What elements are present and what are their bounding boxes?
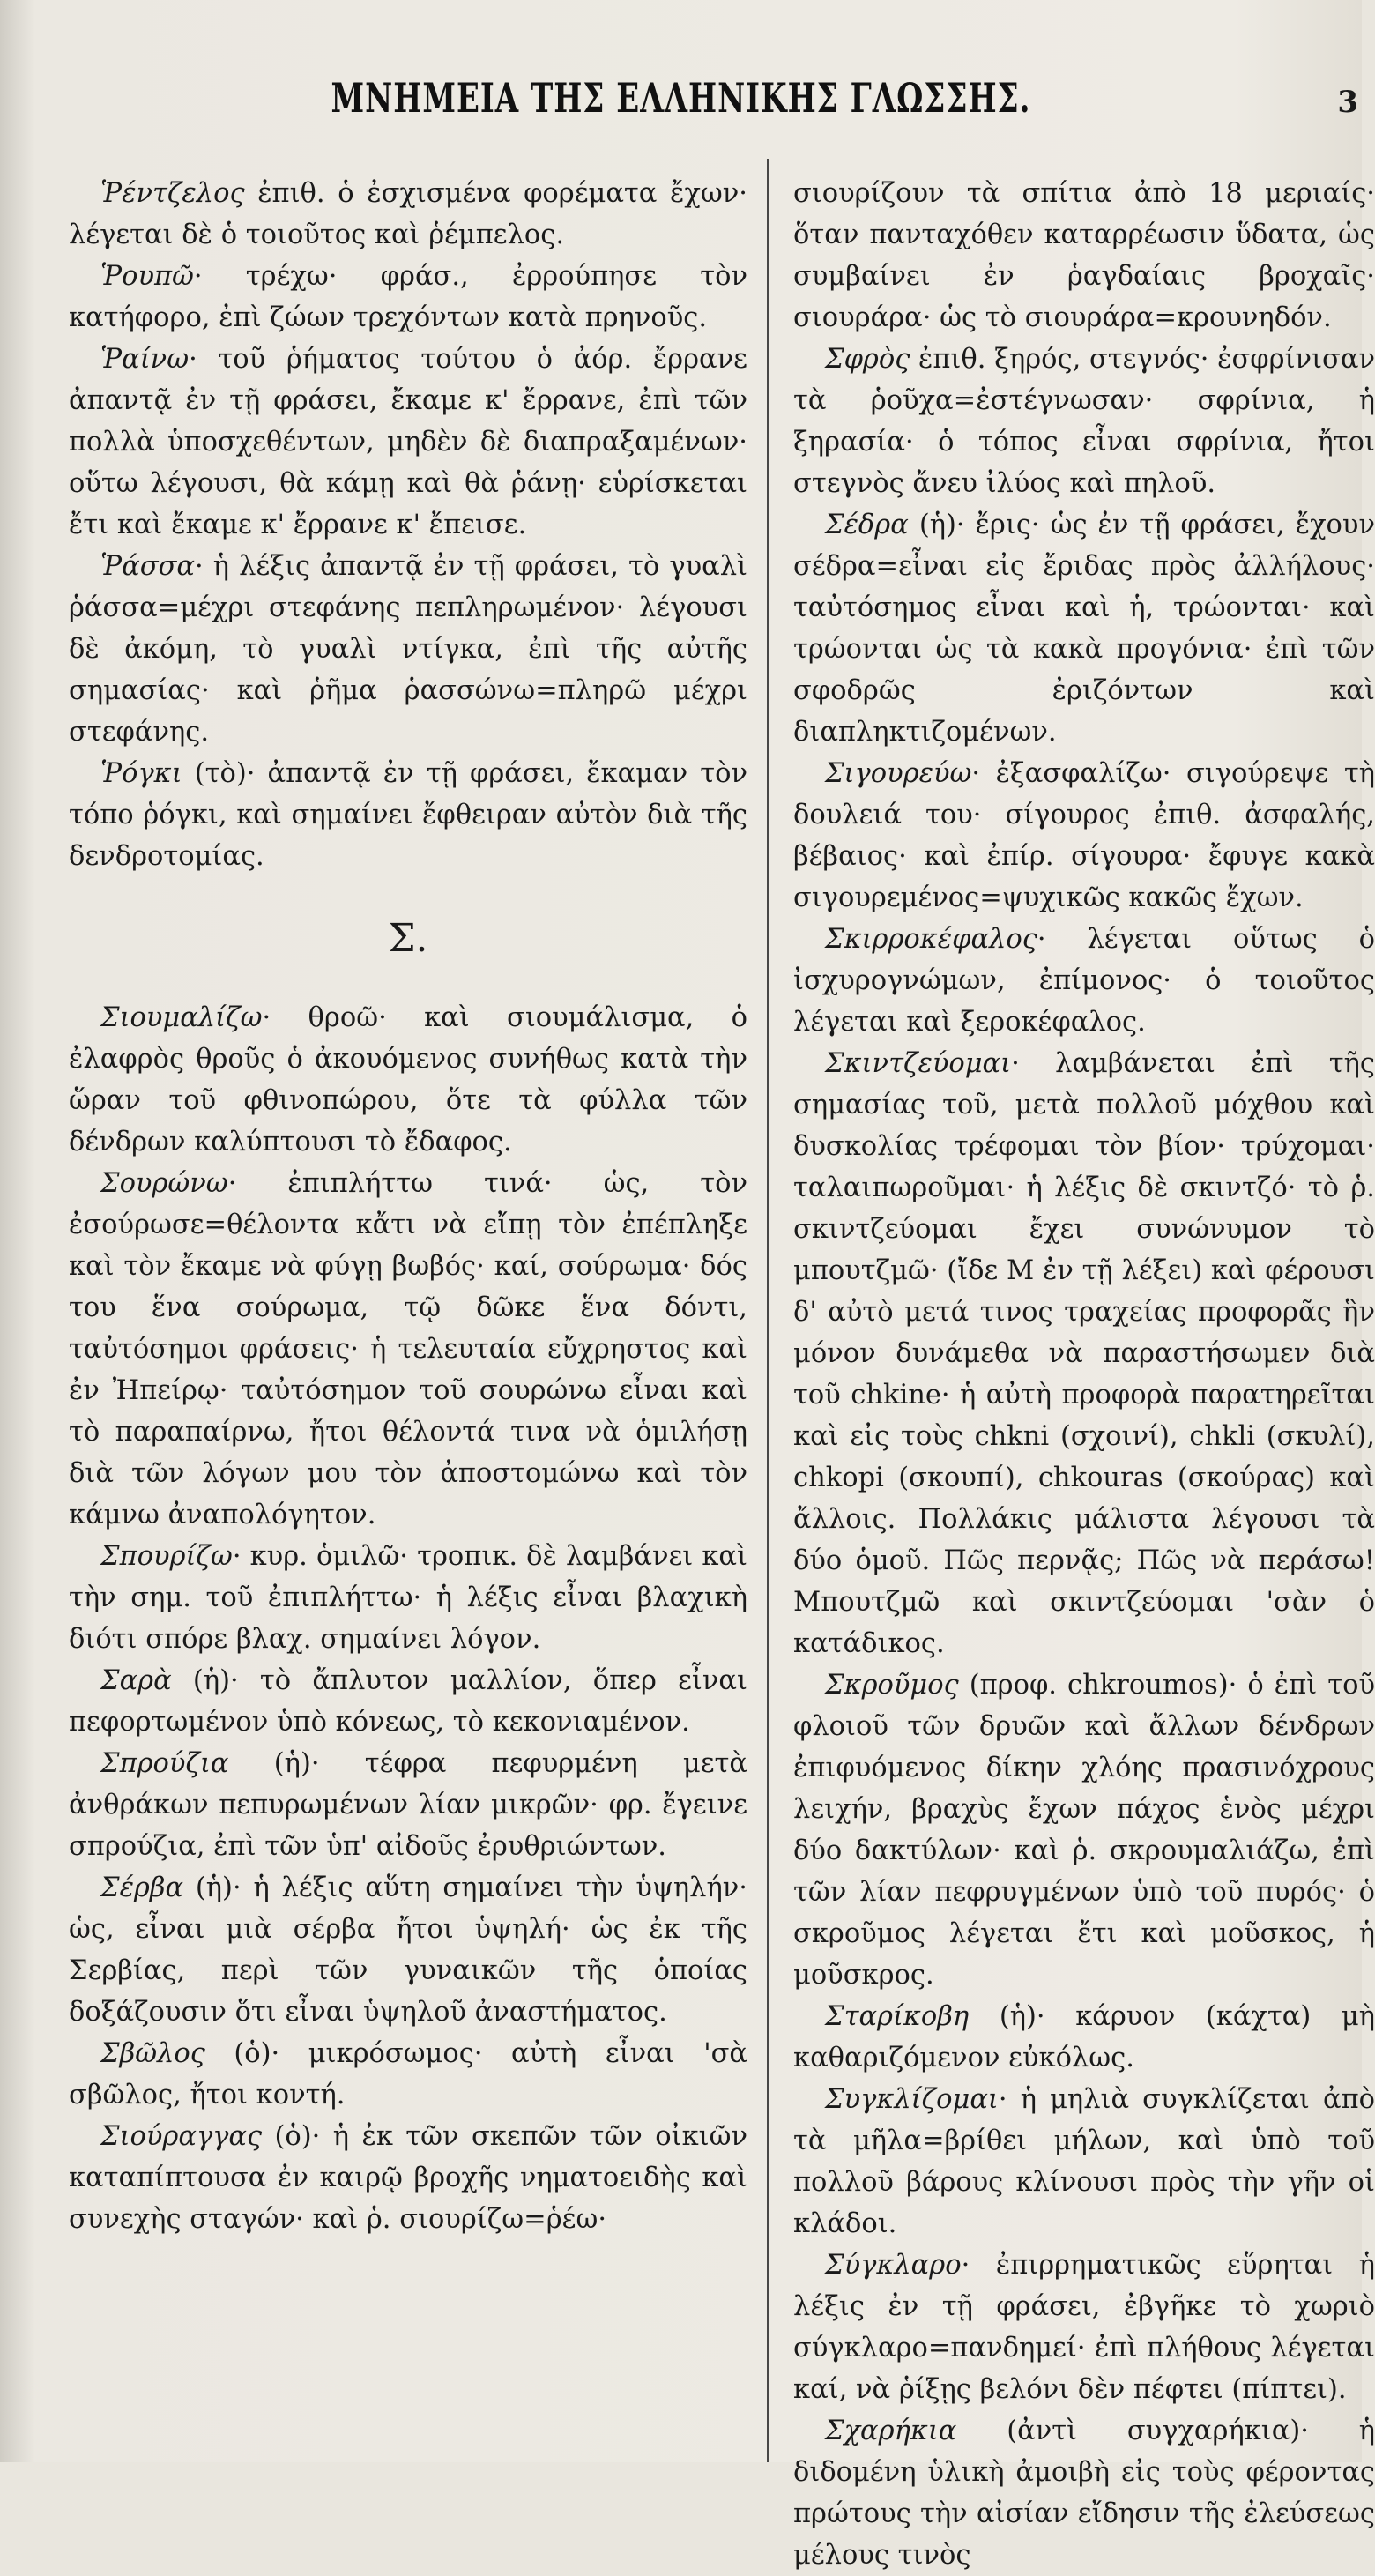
entry-headword: Σκροῦμος: [825, 1670, 959, 1701]
entry-headword: Σέδρα: [825, 510, 909, 540]
entry-definition: · κυρ. ὁμιλῶ· τροπικ. δὲ λαμβάνει καὶ τὴν σημ. τοῦ ἐπιπλήττω· ἡ λέξις εἶναι βλαχικὴ διότι σπόρε βλαχ. σημαίνει λόγον.: [69, 1541, 747, 1655]
dictionary-entry: [793, 753, 1375, 919]
dictionary-entry: [793, 339, 1375, 504]
entry-headword: Σταρίκοβη: [825, 2001, 970, 2032]
entry-definition: (ἡ)· τὸ ἄπλυτον μαλλίον, ὅπερ εἶναι πεφορτωμένον ὑπὸ κόνεως, τὸ κεκονιαμένον.: [69, 1665, 747, 1738]
entry-definition: · ἡ λέξις ἀπαντᾷ ἐν τῇ φράσει, τὸ γυαλὶ ῥάσσα=μέχρι στεφάνης πεπληρωμένον· λέγουσι δὲ ἀκόμη, τὸ γυαλὶ ντίγκα, ἐπὶ τῆς αὐτῆς σημασίας· καὶ ῥῆμα ῥασσώνω=πληρῶ μέχρι στεφάνης.: [69, 551, 747, 748]
entry-definition: (προφ. chkroumos)· ὁ ἐπὶ τοῦ φλοιοῦ τῶν δρυῶν καὶ ἄλλων δένδρων ἐπιφυόμενος δίκην χλόης πρασινόχρους λειχήν, βραχὺς ἔχων πάχος ἑνὸς μέχρι δύο δακτύλων· καὶ ῥ. σκρουμαλιάζω, ἐπὶ τῶν λίαν πεφρυγμένων ὑπὸ τοῦ πυρός· ὁ σκροῦμος λέγεται ἔτι καὶ μοῦσκος, ἡ μοῦσκρος.: [793, 1670, 1375, 1991]
dictionary-entry: [793, 2079, 1375, 2245]
entry-headword: Σύγκλαρο: [825, 2250, 962, 2281]
dictionary-entry: [793, 1043, 1375, 1664]
entry-headword: Σαρὰ: [100, 1665, 172, 1696]
dictionary-entry: [69, 1867, 747, 2033]
dictionary-entry: [69, 2033, 747, 2116]
entry-headword: Συγκλίζομαι: [825, 2084, 999, 2115]
entry-headword: Ῥαίνω: [100, 344, 190, 375]
right-column: [793, 173, 1375, 2576]
entry-definition: · λαμβάνεται ἐπὶ τῆς σημασίας τοῦ, μετὰ πολλοῦ μόχθου καὶ δυσκολίας τρέφομαι τὸν βίον· τρύχομαι· ταλαιπωροῦμαι· ἡ λέξις δὲ σκιντζό· τὸ ῥ. σκιντζεύομαι ἔχει συνώνυμον τὸ μπουτζμῶ· (ἴδε Μ ἐν τῇ λέξει) καὶ φέρουσι δ' αὐτὸ μετά τινος τραχείας προφορᾶς ἣν μόνον δυνάμεθα νὰ παραστήσωμεν διὰ τοῦ chkine· ἡ αὐτὴ προφορὰ παρατηρεῖται καὶ εἰς τοὺς chkni (σχοινί), chkli (σκυλί), chkopi (σκουπί), chkouras (σκούρας) καὶ ἄλλοις. Πολλάκις μάλιστα λέγουσι τὰ δύο ὁμοῦ. Πῶς περνᾷς; Πῶς νὰ περάσω! Μπουτζμῶ καὶ σκιντζεύομαι 'σὰν ὁ κατάδικος.: [793, 1048, 1375, 1659]
right-entries: [793, 173, 1375, 2576]
entry-headword: Σπρούζια: [100, 1748, 229, 1779]
dictionary-entry: [69, 546, 747, 753]
entry-definition: (ἡ)· ἡ λέξις αὕτη σημαίνει τὴν ὑψηλήν· ὡς, εἶναι μιὰ σέρβα ἤτοι ὑψηλή· ὡς ἐκ τῆς Σερβίας, περὶ τῶν γυναικῶν τῆς ὁποίας δοξάζουσιν ὅτι εἶναι ὑψηλοῦ ἀναστήματος.: [69, 1872, 747, 2028]
entry-definition: · ἐπιπλήττω τινά· ὡς, τὸν ἐσούρωσε=θέλοντα κἄτι νὰ εἴπῃ τὸν ἐπέπληξε καὶ τὸν ἔκαμε νὰ φύγῃ βωβός· καί, σούρωμα· δός του ἕνα σούρωμα, τῷ δῶκε ἕνα δόντι, ταὐτόσημοι φράσεις· ἡ τελευταία εὔχρηστος καὶ ἐν Ἠπείρῳ· ταὐτόσημον τοῦ σουρώνω εἶναι καὶ τὸ παραπαίρνω, ἤτοι θέλοντά τινα νὰ ὁμιλήσῃ διὰ τῶν λόγων μου τὸν ἀποστομώνω καὶ τὸν κάμνω ἀναπολόγητον.: [69, 1168, 747, 1530]
entry-headword: Ῥάσσα: [100, 551, 195, 582]
entry-headword: Σκιρροκέφαλος: [825, 924, 1037, 955]
entry-definition: (ἀντὶ συγχαρήκια)· ἡ διδομένη ὑλικὴ ἀμοιβὴ εἰς τοὺς φέροντας πρώτους τὴν αἰσίαν εἴδησιν τῆς ἐλεύσεως μέλους τινὸς: [793, 2416, 1375, 2571]
dictionary-entry: [793, 504, 1375, 753]
dictionary-entry: [69, 1536, 747, 1660]
entry-definition: · θροῶ· καὶ σιουμάλισμα, ὁ ἐλαφρὸς θροῦς ὁ ἀκουόμενος συνήθως κατὰ τὴν ὥραν τοῦ φθινοπώρου, ὅτε τὰ φύλλα τῶν δένδρων καλύπτουσι τὸ ἔδαφος.: [69, 1002, 747, 1158]
page-number: 3: [1337, 85, 1358, 120]
dictionary-entry: [793, 1664, 1375, 1996]
entry-headword: Ῥόγκι: [100, 758, 182, 789]
entry-definition: · λέγεται οὕτως ὁ ἰσχυρογνώμων, ἐπίμονος· ὁ τοιοῦτος λέγεται καὶ ξεροκέφαλος.: [793, 924, 1375, 1038]
left-column: [69, 173, 747, 2240]
left-entries-top: [69, 173, 747, 877]
entry-definition: · τρέχω· φράσ., ἐρρούπησε τὸν κατήφορο, ἐπὶ ζώων τρεχόντων κατὰ πρηνοῦς.: [69, 261, 747, 333]
dictionary-entry: [69, 1743, 747, 1867]
entry-headword: Σουρώνω: [100, 1168, 228, 1199]
entry-definition: ἐπιθ. ξηρός, στεγνός· ἐσφρίνισαν τὰ ῥοῦχα=ἐστέγνωσαν· σφρίνια, ἡ ξηρασία· ὁ τόπος εἶναι σφρίνια, ἤτοι στεγνὸς ἄνευ ἰλύος καὶ πηλοῦ.: [793, 344, 1375, 499]
dictionary-entry: [793, 2410, 1375, 2576]
entry-definition: · ἡ μηλιὰ συγκλίζεται ἀπὸ τὰ μῆλα=βρίθει μήλων, καὶ ὑπὸ τοῦ πολλοῦ βάρους κλίνουσι πρὸς τὴν γῆν οἱ κλάδοι.: [793, 2084, 1375, 2239]
entry-definition: · τοῦ ῥήματος τούτου ὁ ἀόρ. ἔρρανε ἀπαντᾷ ἐν τῇ φράσει, ἔκαμε κ' ἔρρανε, ἐπὶ τῶν πολλὰ ὑποσχεθέντων, μηδὲν δὲ διαπραξαμένων· οὕτω λέγουσι, θὰ κάμῃ καὶ θὰ ῥάνῃ· εὑρίσκεται ἔτι καὶ ἔκαμε κ' ἔρρανε κ' ἔπεισε.: [69, 344, 747, 540]
running-header: [0, 75, 1362, 123]
entry-definition: · ἐπιρρηματικῶς εὕρηται ἡ λέξις ἐν τῇ φράσει, ἐβγῆκε τὸ χωριὸ σύγκλαρο=πανδημεί· ἐπὶ πλήθους λέγεται καί, νὰ ῥίξῃς βελόνι δὲν πέφτει (πίπτει).: [793, 2250, 1375, 2405]
entry-headword: Ῥέντζελος: [100, 178, 245, 209]
entry-headword: Σέρβα: [100, 1872, 184, 1903]
dictionary-entry: [69, 2116, 747, 2240]
section-letter: Σ.: [388, 916, 428, 961]
entry-definition: (ἡ)· τέφρα πεφυρμένη μετὰ ἀνθράκων πεπυρωμένων λίαν μικρῶν· φρ. ἔγεινε σπρούζια, ἐπὶ τῶν ὑπ' αἰδοῦς ἐρυθριώντων.: [69, 1748, 747, 1862]
entry-headword: Σκιντζεύομαι: [825, 1048, 1012, 1079]
dictionary-entry: [793, 2245, 1375, 2410]
dictionary-entry: [69, 1163, 747, 1536]
entry-definition: (ἡ)· κάρυον (κάχτα) μὴ καθαριζόμενον εὐκόλως.: [793, 2001, 1375, 2073]
dictionary-entry: [793, 173, 1375, 339]
entry-definition: (ὁ)· ἡ ἐκ τῶν σκεπῶν τῶν οἰκιῶν καταπίπτουσα ἐν καιρῷ βροχῆς νηματοειδὴς καὶ συνεχὴς σταγών· καὶ ῥ. σιουρίζω=ῥέω·: [69, 2121, 747, 2235]
entry-headword: Σιούραγγας: [100, 2121, 263, 2152]
entry-headword: Σχαρήκια: [825, 2416, 957, 2446]
dictionary-entry: [69, 753, 747, 877]
entry-headword: Σβῶλος: [100, 2038, 205, 2069]
entry-definition: (τὸ)· ἀπαντᾷ ἐν τῇ φράσει, ἔκαμαν τὸν τόπο ῥόγκι, καὶ σημαίνει ἔφθειραν αὐτὸν διὰ τῆς δενδροτομίας.: [69, 758, 747, 872]
dictionary-entry: [793, 1996, 1375, 2079]
running-header-title: ΜΝΗΜΕΙΑ ΤΗΣ ΕΛΛΗΝΙΚΗΣ ΓΛΩΣΣΗΣ.: [331, 75, 1031, 123]
entry-headword: Σφρὸς: [825, 344, 910, 375]
dictionary-entry: [793, 919, 1375, 1043]
entry-definition: σιουρίζουν τὰ σπίτια ἀπὸ 18 μεριαίς· ὅταν πανταχόθεν καταρρέωσιν ὕδατα, ὡς συμβαίνει ἐν ῥαγδαίαις βροχαῖς· σιουράρα· ὡς τὸ σιουράρα=κρουνηδόν.: [793, 178, 1375, 333]
dictionary-entry: [69, 339, 747, 546]
entry-definition: ἐπιθ. ὁ ἐσχισμένα φορέματα ἔχων· λέγεται δὲ ὁ τοιοῦτος καὶ ῥέμπελος.: [69, 178, 747, 250]
entry-headword: Σιγουρεύω: [825, 758, 972, 789]
dictionary-entry: [69, 997, 747, 1163]
dictionary-entry: [69, 173, 747, 256]
entry-definition: · ἐξασφαλίζω· σιγούρεψε τὴ δουλειά του· σίγουρος ἐπιθ. ἀσφαλής, βέβαιος· καὶ ἐπίρ. σίγουρα· ἔφυγε κακὰ σιγουρεμένος=ψυχικῶς κακῶς ἔχων.: [793, 758, 1375, 913]
entry-headword: Ῥουπῶ: [100, 261, 194, 292]
column-divider: [767, 159, 769, 2462]
left-entries-bottom: [69, 997, 747, 2240]
entry-definition: (ἡ)· ἔρις· ὡς ἐν τῇ φράσει, ἔχουν σέδρα=εἶναι εἰς ἔριδας πρὸς ἀλλήλους· ταὐτόσημος εἶναι καὶ ἡ, τρώονται· καὶ τρώονται ὡς τὰ κακὰ προγόνια· ἐπὶ τῶν σφοδρῶς ἐριζόντων καὶ διαπληκτιζομένων.: [793, 510, 1375, 748]
dictionary-entry: [69, 256, 747, 339]
entry-definition: (ὁ)· μικρόσωμος· αὐτὴ εἶναι 'σὰ σβῶλος, ἤτοι κοντή.: [69, 2038, 747, 2111]
entry-headword: Σιουμαλίζω: [100, 1002, 263, 1033]
dictionary-entry: [69, 1660, 747, 1743]
entry-headword: Σπουρίζω: [100, 1541, 233, 1572]
